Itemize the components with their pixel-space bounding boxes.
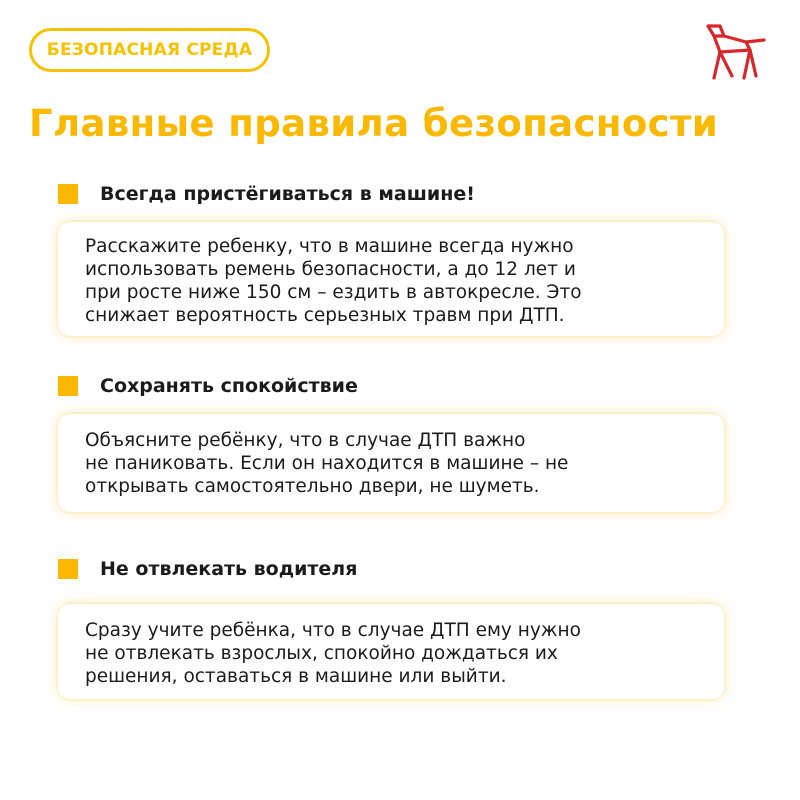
chair-logo-icon (700, 20, 774, 84)
square-bullet-icon (58, 376, 78, 396)
rule-header (58, 555, 724, 583)
rule-title: Не отвлекать водителя (100, 558, 358, 580)
rule-header (58, 372, 724, 400)
page-title: Главные правила безопасности (29, 102, 719, 145)
rule-card (58, 604, 724, 699)
rule-description: Объясните ребёнку, что в случае ДТП важно не паниковать. Если он находится в машине – не открывать самостоятельно двери, не шуметь. (85, 430, 569, 497)
rule-card (58, 414, 724, 512)
rule-title: Всегда пристёгиваться в машине! (100, 183, 475, 205)
rule-header (58, 180, 724, 208)
rule-seatbelt (58, 180, 724, 326)
square-bullet-icon (58, 559, 78, 579)
rule-description: Расскажите ребенку, что в машине всегда нужно использовать ремень безопасности, а до 12 лет и при росте ниже 150 см – ездить в автокресле. Это снижает вероятность серьезных травм при ДТП. (85, 236, 582, 326)
rule-description: Сразу учите ребёнка, что в случае ДТП ему нужно не отвлекать взрослых, спокойно дождаться их решения, оставаться в машине или выйти. (85, 620, 581, 687)
rule-stay-calm (58, 372, 724, 497)
section-badge (29, 28, 270, 72)
rule-title: Сохранять спокойствие (100, 375, 358, 397)
rule-dont-distract-driver (58, 555, 724, 687)
rule-card (58, 222, 724, 336)
square-bullet-icon (58, 184, 78, 204)
section-badge-label: БЕЗОПАСНАЯ СРЕДА (46, 40, 253, 60)
